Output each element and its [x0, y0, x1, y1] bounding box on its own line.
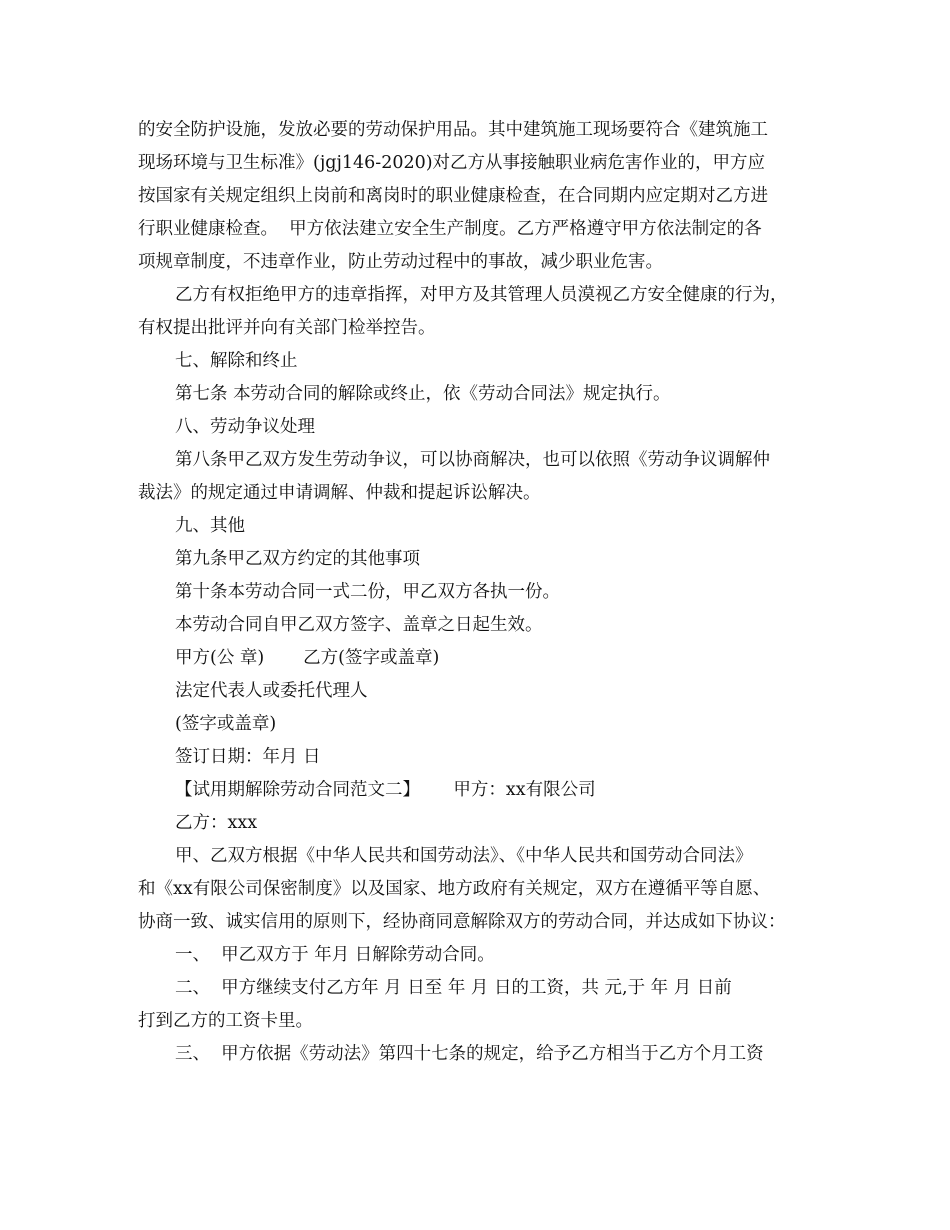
document-line: 法定代表人或委托代理人 [175, 681, 368, 701]
document-line: 按国家有关规定组织上岗前和离岗时的职业健康检查，在合同期内应定期对乙方进 [138, 186, 768, 206]
document-line: 【试用期解除劳动合同范文二】 甲方：xx有限公司 [175, 780, 596, 800]
document-line: 的安全防护设施，发放必要的劳动保护用品。其中建筑施工现场要符合《建筑施工 [138, 120, 768, 140]
document-line: 协商一致、诚实信用的原则下，经协商同意解除双方的劳动合同，并达成如下协议： [138, 912, 786, 932]
document-line: 八、劳动争议处理 [175, 417, 315, 437]
document-line: 九、其他 [175, 516, 245, 536]
document-line: 打到乙方的工资卡里。 [138, 1011, 313, 1031]
document-line: 行职业健康检查。 甲方依法建立安全生产制度。乙方严格遵守甲方依法制定的各 [138, 219, 762, 239]
document-line: 裁法》的规定通过申请调解、仲裁和提起诉讼解决。 [138, 483, 541, 503]
document-body [138, 114, 830, 1071]
document-line: 三、 甲方依据《劳动法》第四十七条的规定，给予乙方相当于乙方个月工资 [175, 1044, 764, 1064]
document-line: 现场环境与卫生标准》(jgj146-2020)对乙方从事接触职业病危害作业的，甲方应 [138, 153, 766, 173]
document-line: 甲、乙双方根据《中华人民共和国劳动法》、《中华人民共和国劳动合同法》 [175, 846, 753, 866]
document-line: 一、 甲乙双方于 年月 日解除劳动合同。 [175, 945, 495, 965]
document-line: 乙方：xxx [175, 813, 258, 833]
document-line: 七、解除和终止 [175, 351, 298, 371]
document-line: 项规章制度，不违章作业，防止劳动过程中的事故，减少职业危害。 [138, 252, 663, 272]
document-line: (签字或盖章) [175, 714, 277, 734]
document-line: 签订日期：年月 日 [175, 747, 321, 767]
document-line: 第七条 本劳动合同的解除或终止，依《劳动合同法》规定执行。 [175, 384, 671, 404]
document-line: 乙方有权拒绝甲方的违章指挥，对甲方及其管理人员漠视乙方安全健康的行为， [175, 285, 788, 305]
document-line: 二、 甲方继续支付乙方年 月 日至 年 月 日的工资，共 元,于 年 月 日前 [175, 978, 732, 998]
document-line: 和《xx有限公司保密制度》以及国家、地方政府有关规定，双方在遵循平等自愿、 [138, 879, 771, 899]
document-line: 第九条甲乙双方约定的其他事项 [175, 549, 420, 569]
document-line: 本劳动合同自甲乙双方签字、盖章之日起生效。 [175, 615, 543, 635]
document-line: 第八条甲乙双方发生劳动争议，可以协商解决，也可以依照《劳动争议调解仲 [175, 450, 770, 470]
document-line: 甲方(公 章) 乙方(签字或盖章) [175, 648, 440, 668]
document-line: 有权提出批评并向有关部门检举控告。 [138, 318, 436, 338]
document-line: 第十条本劳动合同一式二份，甲乙双方各执一份。 [175, 582, 560, 602]
